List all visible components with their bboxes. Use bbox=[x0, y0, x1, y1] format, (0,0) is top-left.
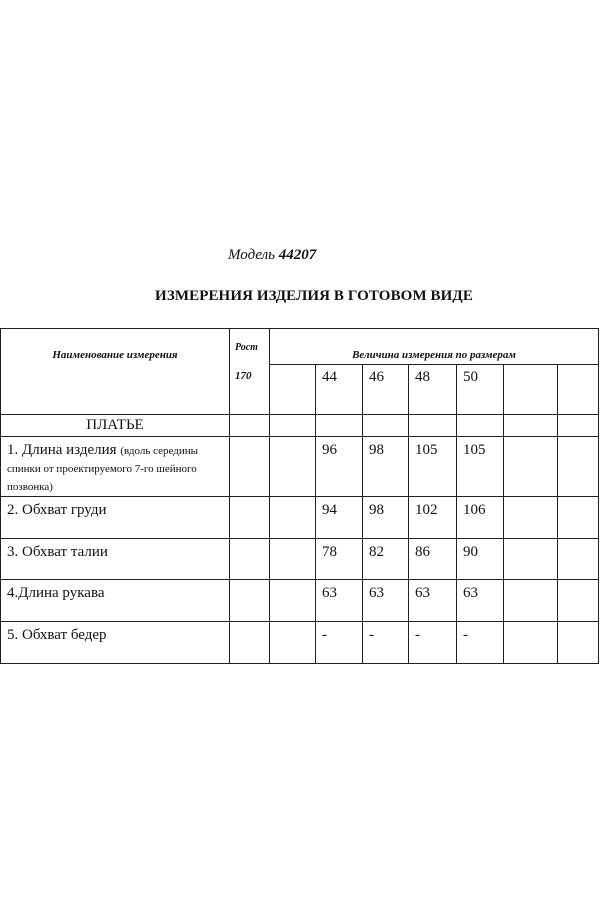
value-cell: 82 bbox=[363, 539, 409, 580]
table-row bbox=[1, 622, 599, 664]
header-height bbox=[230, 329, 270, 415]
page-title: ИЗМЕРЕНИЯ ИЗДЕЛИЯ В ГОТОВОМ ВИДЕ bbox=[155, 288, 473, 304]
value-cell: 63 bbox=[409, 580, 457, 622]
measure-name bbox=[1, 437, 230, 497]
value-cell: 105 bbox=[409, 437, 457, 497]
section-row bbox=[1, 415, 599, 437]
section-label: ПЛАТЬЕ bbox=[1, 415, 230, 437]
value-cell: - bbox=[363, 622, 409, 664]
measure-name: 3. Обхват талии bbox=[1, 539, 230, 580]
measure-name: 2. Обхват груди bbox=[1, 497, 230, 539]
header-row bbox=[1, 329, 599, 365]
size-cell: 50 bbox=[457, 365, 504, 415]
table-row bbox=[1, 497, 599, 539]
value-cell: 96 bbox=[316, 437, 363, 497]
size-cell: 48 bbox=[409, 365, 457, 415]
value-cell: 105 bbox=[457, 437, 504, 497]
table-row bbox=[1, 437, 599, 497]
header-name: Наименование измерения bbox=[1, 329, 230, 415]
value-cell: 98 bbox=[363, 437, 409, 497]
header-values: Величина измерения по размерам bbox=[270, 329, 599, 365]
table-row bbox=[1, 539, 599, 580]
height-label: Рост bbox=[235, 342, 258, 353]
value-cell: 63 bbox=[363, 580, 409, 622]
model-number: 44207 bbox=[278, 247, 317, 263]
value-cell: 94 bbox=[316, 497, 363, 539]
measurements-table bbox=[0, 328, 599, 664]
size-blank bbox=[270, 365, 316, 415]
value-cell: 106 bbox=[457, 497, 504, 539]
model-label bbox=[228, 247, 316, 264]
value-cell: 86 bbox=[409, 539, 457, 580]
value-cell: - bbox=[457, 622, 504, 664]
table-row bbox=[1, 580, 599, 622]
measure-name: 4.Длина рукава bbox=[1, 580, 230, 622]
value-cell: 102 bbox=[409, 497, 457, 539]
measure-title: 1. Длина изделия bbox=[7, 442, 117, 458]
measure-name: 5. Обхват бедер bbox=[1, 622, 230, 664]
value-cell: 98 bbox=[363, 497, 409, 539]
value-cell: 90 bbox=[457, 539, 504, 580]
value-cell: 78 bbox=[316, 539, 363, 580]
value-cell: 63 bbox=[457, 580, 504, 622]
value-cell: - bbox=[409, 622, 457, 664]
value-cell: 63 bbox=[316, 580, 363, 622]
value-cell: - bbox=[316, 622, 363, 664]
size-cell bbox=[558, 365, 599, 415]
size-cell: 46 bbox=[363, 365, 409, 415]
height-value: 170 bbox=[235, 370, 252, 382]
measure-note: (вдоль середины спинки от проектируемого 7-го шейного позвонка) bbox=[7, 445, 199, 493]
size-cell: 44 bbox=[316, 365, 363, 415]
model-prefix: Модель bbox=[228, 247, 276, 263]
size-cell bbox=[504, 365, 558, 415]
